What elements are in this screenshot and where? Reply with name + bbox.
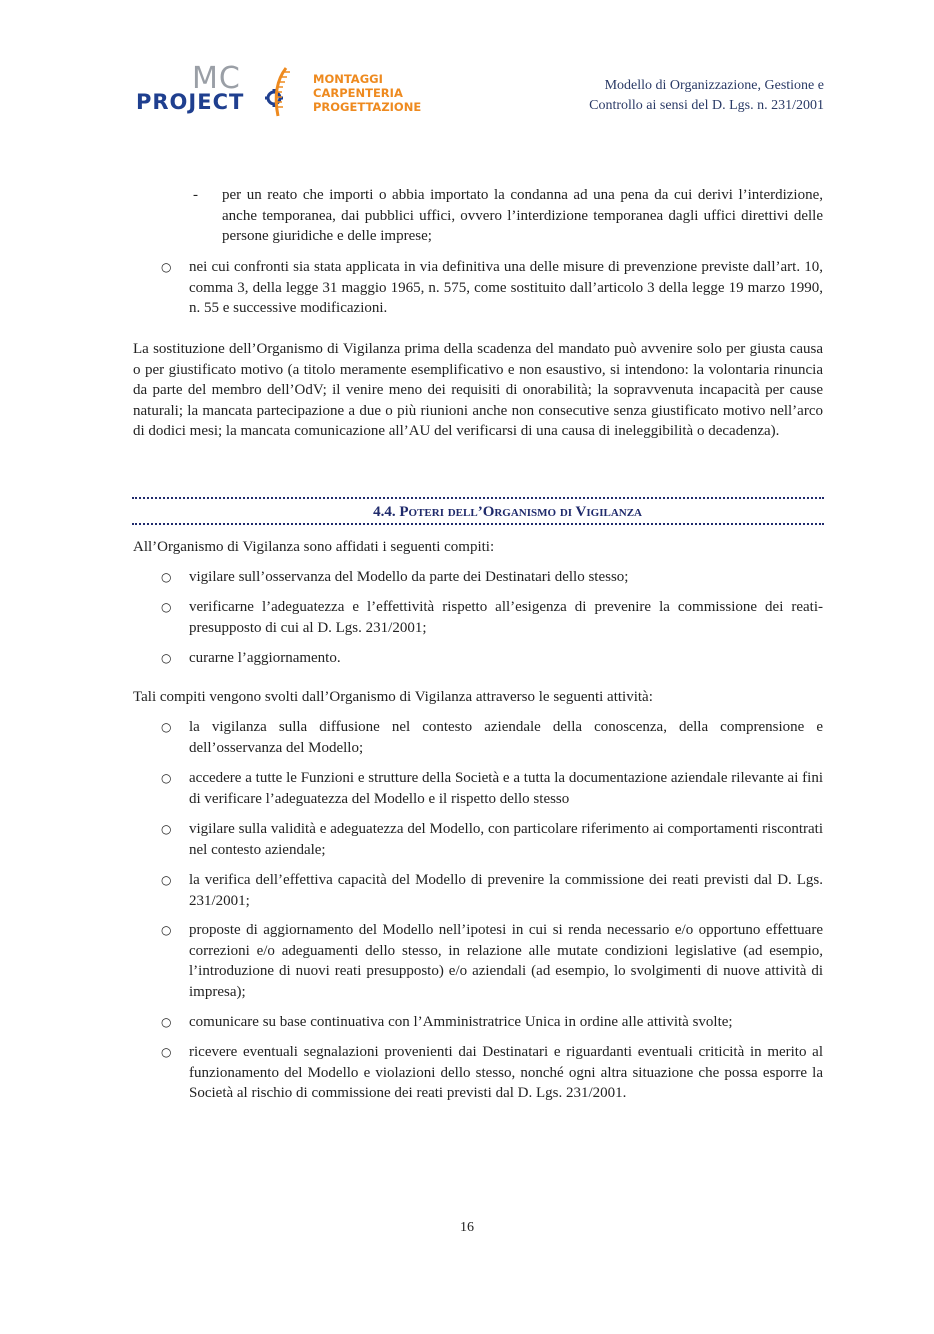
list-item	[161, 257, 823, 319]
logo-tagline	[313, 72, 421, 114]
list-item-text: la verifica dell’effettiva capacità del Modello di prevenire la commissione dei reati previsti dal D. Lgs. 231/2001;	[189, 872, 823, 909]
header-title-line-1: Modello di Organizzazione, Gestione e	[604, 78, 824, 93]
circle-bullet-icon: ○	[161, 873, 172, 887]
logo-tagline-line: MONTAGGI	[313, 72, 383, 86]
list-item-text: proposte di aggiornamento del Modello nell’ipotesi in cui si renda necessario e/o opportuno effettuare correzioni e/o adeguamenti dello stesso, in relazione alle mutate condizioni legislative (ad esempio, l’introduzione di nuovi reati presupposto) e/o aziendali (ad esempio, lo svolgimenti di nuove attività di impresa);	[189, 922, 823, 1000]
circle-bullet-icon: ○	[161, 651, 172, 665]
orange-arc-icon	[264, 66, 304, 118]
circle-bullet-icon: ○	[161, 570, 172, 584]
list-item	[161, 768, 823, 809]
list-item-text: comunicare su base continuativa con l’Amministratrice Unica in ordine alle attività svolte;	[189, 1014, 733, 1030]
paragraph-compiti: All’Organismo di Vigilanza sono affidati i seguenti compiti:	[133, 539, 495, 555]
list-item	[161, 870, 823, 911]
sub-list-item	[193, 185, 823, 247]
sub-list-item-text: per un reato che importi o abbia importato la condanna ad una pena da cui derivi l’interdizione, anche temporanea, dai pubblici uffici, ovvero l’interdizione temporanea dagli uffici direttivi delle persone giuridiche e delle imprese;	[222, 187, 823, 244]
list-item-text: curarne l’aggiornamento.	[189, 650, 341, 666]
document-header-title	[589, 76, 824, 116]
section-divider-top	[132, 497, 824, 499]
circle-bullet-icon: ○	[161, 260, 172, 274]
list-item-text: ricevere eventuali segnalazioni provenienti dai Destinatari e riguardanti eventuali criticità in merito al funzionamento del Modello e violazioni dello stesso, nonché ogni altra situazione che possa esporre la Società al rischio di commissione dei reati previsti dal D. Lgs. 231/2001.	[189, 1044, 823, 1101]
circle-bullet-icon: ○	[161, 720, 172, 734]
list-item	[161, 920, 823, 1002]
logo-tagline-line: PROGETTAZIONE	[313, 100, 422, 114]
list-item	[161, 819, 823, 860]
header-title-line-2: Controllo ai sensi del D. Lgs. n. 231/2001	[589, 98, 824, 113]
circle-bullet-icon: ○	[161, 771, 172, 785]
page-number: 16	[460, 1220, 474, 1235]
list-item-text: vigilare sulla validità e adeguatezza del Modello, con particolare riferimento ai comportamenti riscontrati nel contesto aziendale;	[189, 821, 823, 858]
logo-mc-text: MC	[192, 61, 241, 96]
paragraph-attivita: Tali compiti vengono svolti dall’Organismo di Vigilanza attraverso le seguenti attività:	[133, 689, 653, 705]
circle-bullet-icon: ○	[161, 822, 172, 836]
list-item	[161, 597, 823, 638]
logo-project-text: PROJECT	[136, 90, 245, 114]
list-item	[161, 1042, 823, 1104]
company-logo	[136, 61, 422, 120]
list-item	[161, 648, 823, 669]
list-item	[161, 567, 823, 588]
list-item-text: vigilare sull’osservanza del Modello da parte dei Destinatari dello stesso;	[189, 569, 629, 585]
dash-bullet: -	[193, 187, 198, 203]
circle-bullet-icon: ○	[161, 1045, 172, 1059]
circle-bullet-icon: ○	[161, 1015, 172, 1029]
list-item-text: nei cui confronti sia stata applicata in via definitiva una delle misure di prevenzione previste dall’art. 10, comma 3, della legge 31 maggio 1965, n. 575, come sostituito dall’articolo 3 della legge 19 marzo 1990, n. 55 e successive modificazioni.	[189, 259, 823, 316]
paragraph-substitution: La sostituzione dell’Organismo di Vigilanza prima della scadenza del mandato può avvenire solo per giusta causa o per giustificato motivo (a titolo meramente esemplificativo e non esaustivo, si intendono: la volontaria rinuncia da parte del membro dell’OdV; il venire meno dei requisiti di onorabilità; la sopravvenuta incapacità per cause naturali; la mancata partecipazione a due o più riunioni anche non consecutive senza giustificato motivo nell’arco di dodici mesi; la mancata comunicazione all’AU del verificarsi di una causa di ineleggibilità o decadenza).	[133, 341, 823, 439]
section-divider-bottom	[132, 523, 824, 525]
circle-bullet-icon: ○	[161, 923, 172, 937]
list-item	[161, 1012, 823, 1033]
list-item	[161, 717, 823, 758]
section-title: 4.4. Poteri dell’Organismo di Vigilanza	[373, 504, 642, 520]
logo-tagline-line: CARPENTERIA	[313, 86, 403, 100]
list-item-text: verificarne l’adeguatezza e l’effettività rispetto all’esigenza di prevenire la commissione dei reati-presupposto di cui al D. Lgs. 231/2001;	[189, 599, 823, 636]
list-item-text: accedere a tutte le Funzioni e strutture della Società e a tutta la documentazione aziendale rilevante ai fini di verificare l’adeguatezza del Modello e il rispetto dello stesso	[189, 770, 823, 807]
circle-bullet-icon: ○	[161, 600, 172, 614]
list-item-text: la vigilanza sulla diffusione nel contesto aziendale della conoscenza, della comprensione e dell’osservanza del Modello;	[189, 719, 823, 756]
